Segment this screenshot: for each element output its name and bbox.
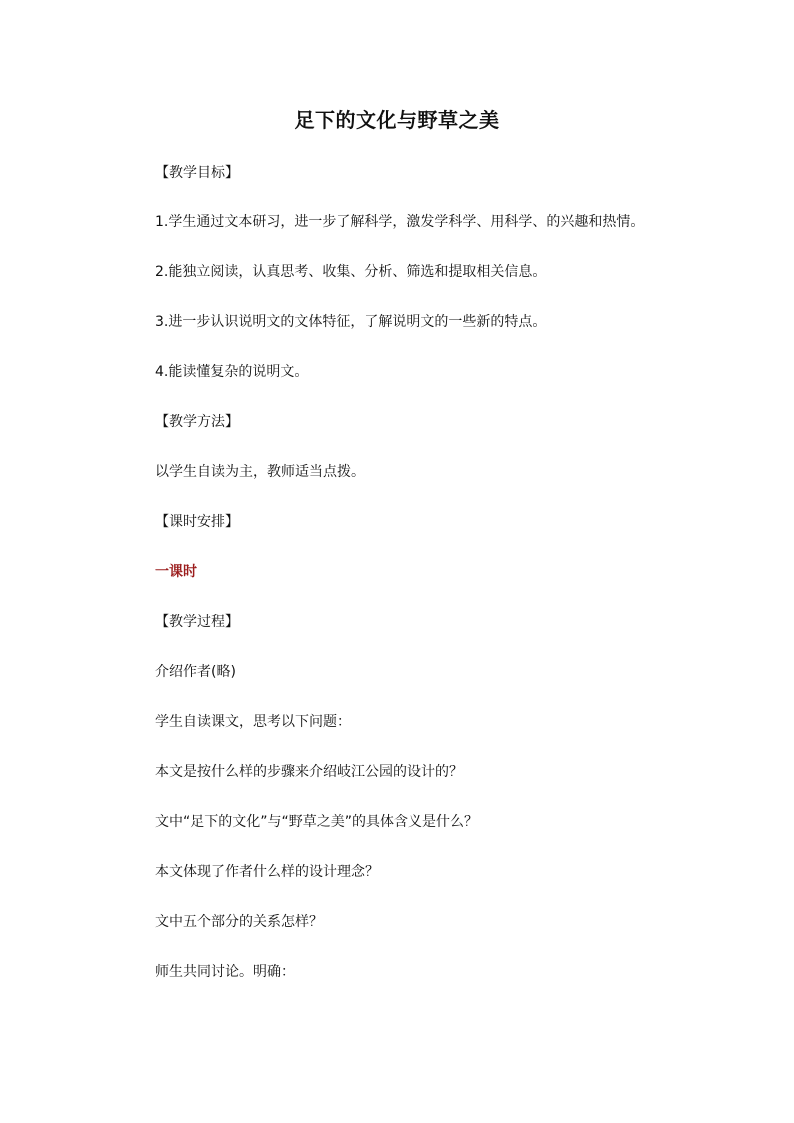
process-item-5: 本文体现了作者什么样的设计理念？: [155, 864, 379, 880]
schedule-text: 一课时: [155, 564, 197, 580]
process-item-1: 介绍作者(略): [155, 664, 236, 680]
process-item-2: 学生自读课文，思考以下问题：: [155, 714, 351, 730]
objective-item-2: 2.能独立阅读，认真思考、收集、分析、筛选和提取相关信息。: [155, 264, 547, 280]
schedule-heading: 【课时安排】: [155, 514, 239, 530]
process-item-7: 师生共同讨论。明确：: [155, 964, 295, 980]
method-text: 以学生自读为主，教师适当点拨。: [155, 464, 365, 480]
process-item-6: 文中五个部分的关系怎样？: [155, 914, 323, 930]
objectives-heading: 【教学目标】: [155, 165, 239, 181]
objective-item-4: 4.能读懂复杂的说明文。: [155, 364, 309, 380]
objective-item-3: 3.进一步认识说明文的文体特征，了解说明文的一些新的特点。: [155, 314, 547, 330]
method-heading: 【教学方法】: [155, 414, 239, 430]
objective-item-1: 1.学生通过文本研习，进一步了解科学，激发学科学、用科学、的兴趣和热情。: [155, 214, 645, 230]
process-item-3: 本文是按什么样的步骤来介绍岐江公园的设计的？: [155, 764, 463, 780]
document-title: 足下的文化与野草之美: [294, 108, 500, 132]
process-heading: 【教学过程】: [155, 614, 239, 630]
process-item-4: 文中“足下的文化”与“野草之美”的具体含义是什么？: [155, 814, 479, 830]
